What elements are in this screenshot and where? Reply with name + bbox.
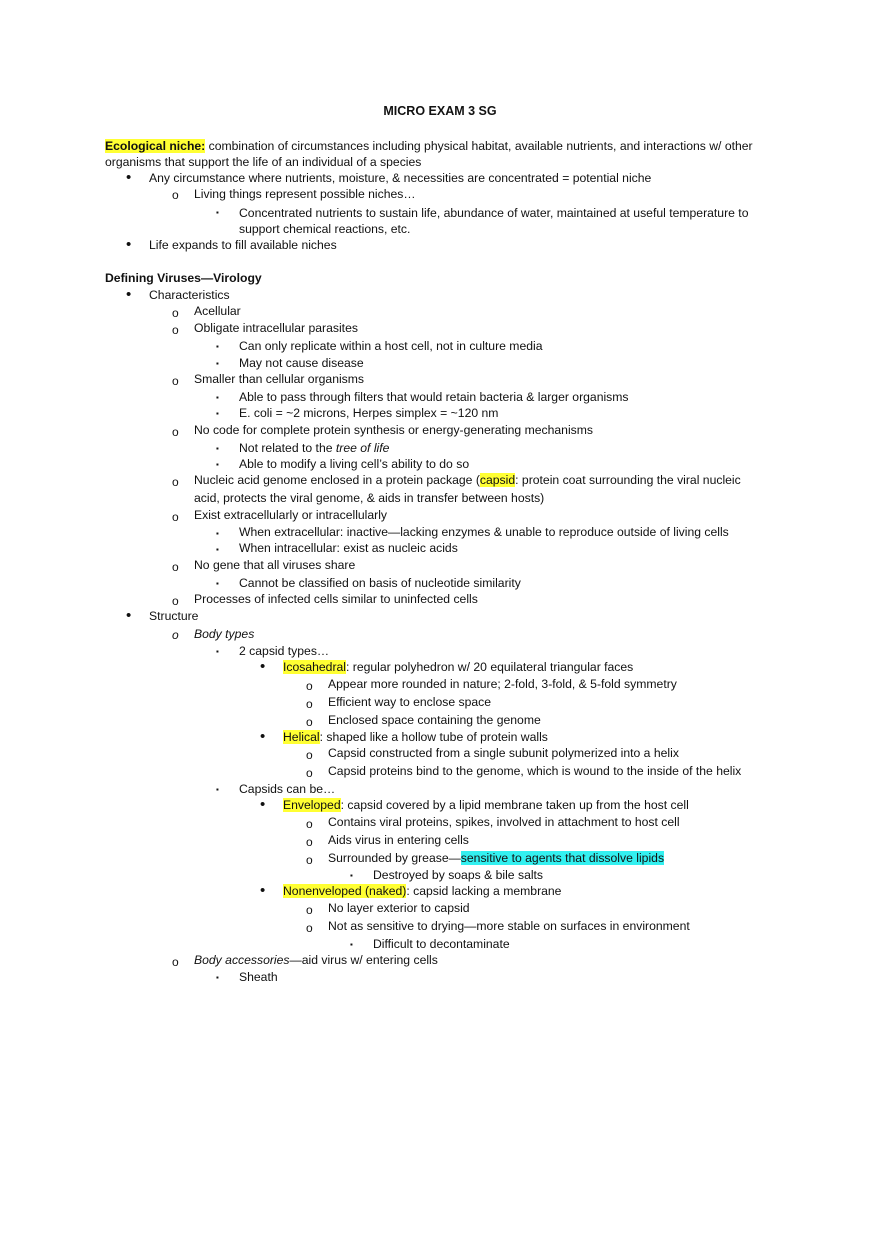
list-item-text: : shaped like a hollow tube of protein walls <box>319 730 548 744</box>
circle-bullet-icon: o <box>306 748 313 762</box>
bullet-icon: • <box>126 286 132 303</box>
list-item: Can only replicate within a host cell, not in culture media <box>239 339 543 353</box>
list-item-text: Surrounded by grease— <box>328 851 461 865</box>
list-item <box>328 850 664 866</box>
list-item: Destroyed by soaps & bile salts <box>373 868 544 882</box>
bullet-icon: • <box>126 236 132 253</box>
highlighted-term: capsid <box>479 473 516 487</box>
list-item-text: Nucleic acid genome enclosed in a protein package ( <box>194 473 480 487</box>
square-bullet-icon: ▪ <box>216 359 219 368</box>
list-item: Processes of infected cells similar to uninfected cells <box>194 592 478 606</box>
square-bullet-icon: ▪ <box>216 785 219 794</box>
niche-definition-cont: organisms that support the life of an individual of a species <box>105 155 422 169</box>
list-item: Difficult to decontaminate <box>373 937 510 951</box>
list-item-emphasis: tree of life <box>335 441 390 455</box>
bullet-icon: • <box>260 796 266 813</box>
list-item <box>283 883 561 899</box>
list-item: Smaller than cellular organisms <box>194 372 365 386</box>
square-bullet-icon: ▪ <box>216 444 219 453</box>
niche-definition <box>105 138 753 154</box>
list-item: May not cause disease <box>239 356 364 370</box>
list-item: When extracellular: inactive—lacking enzymes & unable to reproduce outside of living cells <box>239 525 729 539</box>
niche-subpoint: Living things represent possible niches… <box>194 187 416 201</box>
list-item-text: : capsid covered by a lipid membrane taken up from the host cell <box>340 798 689 812</box>
circle-bullet-icon: o <box>172 594 179 608</box>
circle-bullet-icon: o <box>306 921 313 935</box>
niche-term: Ecological niche: <box>105 139 206 153</box>
list-item: Exist extracellularly or intracellularly <box>194 508 388 522</box>
circle-bullet-icon: o <box>172 560 179 574</box>
list-item: Capsid constructed from a single subunit polymerized into a helix <box>328 746 679 760</box>
list-item: Able to modify a living cell’s ability to do so <box>239 457 470 471</box>
list-item: Structure <box>149 609 199 623</box>
circle-bullet-icon: o <box>306 766 313 780</box>
list-item: No code for complete protein synthesis or energy-generating mechanisms <box>194 423 594 437</box>
circle-bullet-icon: o <box>306 817 313 831</box>
circle-bullet-icon: o <box>306 679 313 693</box>
list-item-cont: acid, protects the viral genome, & aids in transfer between hosts) <box>194 491 545 505</box>
highlighted-term: Enveloped <box>283 798 341 812</box>
highlighted-term: Helical <box>283 730 320 744</box>
list-item-text: Not related to the <box>239 441 336 455</box>
square-bullet-icon: ▪ <box>216 460 219 469</box>
bullet-icon: • <box>260 658 266 675</box>
square-bullet-icon: ▪ <box>216 545 219 554</box>
niche-point: Any circumstance where nutrients, moisture, & necessities are concentrated = potential niche <box>149 171 652 185</box>
list-item: 2 capsid types… <box>239 644 330 658</box>
circle-bullet-icon: o <box>172 955 179 969</box>
list-item <box>283 659 633 675</box>
section-heading: Defining Viruses—Virology <box>105 271 262 285</box>
list-item <box>194 952 438 968</box>
list-item <box>239 440 389 456</box>
square-bullet-icon: ▪ <box>216 409 219 418</box>
square-bullet-icon: ▪ <box>216 579 219 588</box>
highlighted-term: Icosahedral <box>283 660 347 674</box>
circle-bullet-icon: o <box>172 510 179 524</box>
bullet-icon: • <box>126 607 132 624</box>
circle-bullet-icon: o <box>306 903 313 917</box>
square-bullet-icon: ▪ <box>216 208 219 217</box>
list-item: Acellular <box>194 304 241 318</box>
circle-bullet-icon: o <box>172 306 179 320</box>
square-bullet-icon: ▪ <box>216 342 219 351</box>
square-bullet-icon: ▪ <box>350 871 353 880</box>
list-item: Sheath <box>239 970 278 984</box>
circle-bullet-icon: o <box>172 323 179 337</box>
list-item: Capsid proteins bind to the genome, which is wound to the inside of the helix <box>328 764 742 778</box>
list-item <box>283 729 548 745</box>
bullet-icon: • <box>126 169 132 186</box>
list-item <box>194 472 741 488</box>
highlighted-phrase: sensitive to agents that dissolve lipids <box>460 851 665 865</box>
list-item: Body types <box>194 627 255 641</box>
circle-bullet-icon: o <box>306 835 313 849</box>
list-item: Contains viral proteins, spikes, involved in attachment to host cell <box>328 815 680 829</box>
list-item: Obligate intracellular parasites <box>194 321 358 335</box>
list-item: Aids virus in entering cells <box>328 833 469 847</box>
list-item: Able to pass through filters that would retain bacteria & larger organisms <box>239 390 629 404</box>
page-title: MICRO EXAM 3 SG <box>383 104 497 118</box>
bullet-icon: • <box>260 882 266 899</box>
list-item: Efficient way to enclose space <box>328 695 492 709</box>
list-item: No layer exterior to capsid <box>328 901 470 915</box>
circle-bullet-icon: o <box>172 374 179 388</box>
highlighted-term: Nonenveloped (naked) <box>283 884 407 898</box>
list-item: Characteristics <box>149 288 230 302</box>
circle-bullet-icon: o <box>172 475 179 489</box>
square-bullet-icon: ▪ <box>216 647 219 656</box>
circle-bullet-icon: o <box>172 188 179 202</box>
list-item <box>283 797 689 813</box>
list-item-text: —aid virus w/ entering cells <box>289 953 438 967</box>
list-item: Enclosed space containing the genome <box>328 713 541 727</box>
niche-point: Life expands to fill available niches <box>149 238 337 252</box>
circle-bullet-icon: o <box>172 628 179 642</box>
square-bullet-icon: ▪ <box>350 940 353 949</box>
list-item: Appear more rounded in nature; 2-fold, 3-fold, & 5-fold symmetry <box>328 677 677 691</box>
square-bullet-icon: ▪ <box>216 393 219 402</box>
list-item: E. coli = ~2 microns, Herpes simplex = ~120 nm <box>239 406 499 420</box>
niche-definition-text: combination of circumstances including physical habitat, available nutrients, and interactions w/ other <box>205 139 753 153</box>
list-item: Capsids can be… <box>239 782 336 796</box>
square-bullet-icon: ▪ <box>216 529 219 538</box>
circle-bullet-icon: o <box>306 853 313 867</box>
list-item: Cannot be classified on basis of nucleotide similarity <box>239 576 521 590</box>
list-item-text: : protein coat surrounding the viral nucleic <box>515 473 741 487</box>
list-item: When intracellular: exist as nucleic acids <box>239 541 458 555</box>
list-item: Not as sensitive to drying—more stable on surfaces in environment <box>328 919 690 933</box>
circle-bullet-icon: o <box>306 715 313 729</box>
square-bullet-icon: ▪ <box>216 973 219 982</box>
list-item-emphasis: Body accessories <box>194 953 290 967</box>
circle-bullet-icon: o <box>306 697 313 711</box>
bullet-icon: • <box>260 728 266 745</box>
list-item: No gene that all viruses share <box>194 558 356 572</box>
list-item-text: : regular polyhedron w/ 20 equilateral triangular faces <box>346 660 634 674</box>
circle-bullet-icon: o <box>172 425 179 439</box>
niche-detail-cont: support chemical reactions, etc. <box>239 222 411 236</box>
niche-detail: Concentrated nutrients to sustain life, abundance of water, maintained at useful temperature to <box>239 206 749 220</box>
list-item-text: : capsid lacking a membrane <box>406 884 562 898</box>
